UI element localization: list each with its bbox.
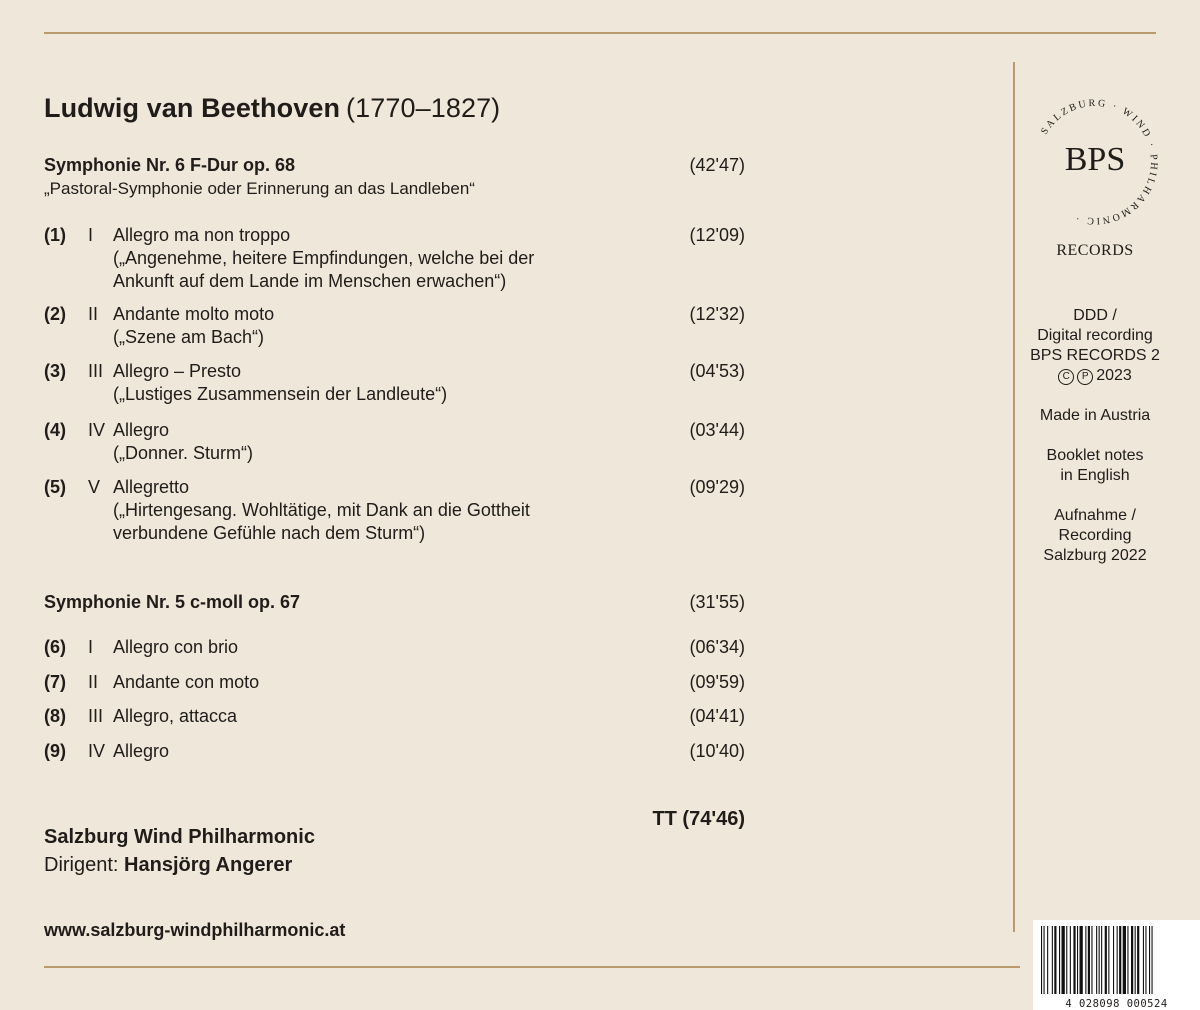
barcode-bar [1123, 926, 1126, 994]
work-title: Symphonie Nr. 6 F-Dur op. 68 [44, 155, 296, 175]
label-logo [1025, 92, 1165, 232]
barcode-bar [1152, 926, 1153, 994]
track-description: („Donner. Sturm“) [113, 443, 254, 463]
barcode-bar [1119, 926, 1121, 994]
barcode-bar [1044, 926, 1045, 994]
barcode-bar [1149, 926, 1150, 994]
track-duration: (04'53) [689, 361, 745, 381]
barcode-bar [1080, 926, 1083, 994]
barcode-bar [1117, 926, 1118, 994]
track-duration: (12'09) [689, 225, 745, 245]
barcode-bar [1052, 926, 1053, 994]
total-time: TT (74'46) [652, 808, 745, 830]
track-title: Allegro [113, 420, 170, 440]
track-title: Allegro con brio [113, 637, 239, 657]
track-title: Andante con moto [113, 672, 260, 692]
barcode-bar [1054, 926, 1056, 994]
barcode-bars [1039, 926, 1194, 996]
barcode-bar [1059, 926, 1060, 994]
barcode-bar [1070, 926, 1071, 994]
website-link[interactable]: www.salzburg-windphilharmonic.at [44, 920, 346, 940]
track-number: (8) [44, 706, 66, 726]
barcode-bar [1088, 926, 1090, 994]
orchestra-name: Salzburg Wind Philharmonic [44, 826, 315, 848]
movement-numeral: II [88, 672, 99, 692]
barcode-bar [1047, 926, 1048, 994]
barcode-bar [1143, 926, 1144, 994]
barcode-number: 4 028098 000524 [1065, 998, 1168, 1010]
barcode [1033, 920, 1200, 1010]
track-duration: (06'34) [689, 637, 745, 657]
conductor-name: Hansjörg Angerer [124, 854, 293, 876]
track-number: (9) [44, 741, 66, 761]
bottom-divider [44, 966, 1020, 968]
movement-numeral: III [88, 361, 104, 381]
track-number: (5) [44, 477, 66, 497]
logo-initials: BPS [1064, 141, 1126, 178]
recording-format: DDD / [1073, 307, 1117, 324]
track-description: Ankunft auf dem Lande im Menschen erwachen“) [113, 271, 507, 291]
aufnahme-line: Aufnahme / [1054, 507, 1136, 524]
barcode-bar [1096, 926, 1097, 994]
track-title: Allegro [113, 741, 170, 761]
track-duration: (12'32) [689, 304, 745, 324]
booklet-line: in English [1060, 467, 1130, 484]
movement-numeral: V [88, 477, 101, 497]
top-divider [44, 32, 1156, 34]
movement-numeral: III [88, 706, 104, 726]
track-duration: (09'29) [689, 477, 745, 497]
barcode-bar [1073, 926, 1075, 994]
logo-label: RECORDS [1056, 242, 1134, 259]
made-in: Made in Austria [1039, 407, 1151, 424]
movement-numeral: IV [88, 741, 106, 761]
barcode-bar [1066, 926, 1067, 994]
barcode-bar [1127, 926, 1128, 994]
barcode-bar [1041, 926, 1042, 994]
track-duration: (09'59) [689, 672, 745, 692]
composer-heading [44, 93, 500, 124]
work-duration: (31'55) [689, 592, 745, 612]
barcode-bar [1113, 926, 1114, 994]
track-number: (6) [44, 637, 66, 657]
work-duration: (42'47) [689, 155, 745, 175]
barcode-bar [1062, 926, 1065, 994]
track-description: („Hirtengesang. Wohltätige, mit Dank an die Gottheit [113, 500, 530, 520]
recording-info [1015, 306, 1175, 386]
recording-type: Digital recording [1037, 327, 1153, 344]
movement-numeral: I [88, 225, 94, 245]
aufnahme-line: Recording [1058, 527, 1132, 544]
barcode-bar [1091, 926, 1092, 994]
track-duration: (03'44) [689, 420, 745, 440]
catalog-number: BPS RECORDS 2 [1030, 347, 1160, 364]
track-duration: (10'40) [689, 741, 745, 761]
track-title: Allegretto [113, 477, 190, 497]
barcode-bar [1131, 926, 1133, 994]
track-number: (3) [44, 361, 66, 381]
track-description: verbundene Gefühle nach dem Sturm“) [113, 523, 426, 543]
barcode-bar [1085, 926, 1086, 994]
barcode-bar [1099, 926, 1100, 994]
aufnahme-line: Salzburg 2022 [1043, 547, 1147, 564]
movement-numeral: IV [88, 420, 106, 440]
track-title: Allegro, attacca [113, 706, 238, 726]
track-title: Andante molto moto [113, 304, 275, 324]
track-description: („Angenehme, heitere Empfindungen, welche bei der [113, 248, 535, 268]
composer-years: (1770–1827) [346, 93, 501, 123]
conductor-label: Dirigent: [44, 854, 119, 876]
logo-ring-text: SALZBURG · WIND · PHILHARMONIC · [1039, 97, 1160, 227]
barcode-bar [1101, 926, 1102, 994]
movement-numeral: I [88, 637, 94, 657]
phonogram-icon: P [1077, 369, 1093, 385]
booklet-notes [1015, 446, 1175, 486]
track-duration: (04'41) [689, 706, 745, 726]
side-divider [1013, 62, 1015, 932]
booklet-line: Booklet notes [1046, 447, 1144, 464]
track-description: („Lustiges Zusammensein der Landleute“) [113, 384, 448, 404]
track-title: Allegro ma non troppo [113, 225, 291, 245]
movement-numeral: II [88, 304, 99, 324]
work-subtitle: „Pastoral-Symphonie oder Erinnerung an das Landleben“ [44, 179, 475, 198]
work-title: Symphonie Nr. 5 c-moll op. 67 [44, 592, 301, 612]
track-number: (4) [44, 420, 66, 440]
track-title: Allegro – Presto [113, 361, 242, 381]
barcode-bar [1135, 926, 1136, 994]
copyright-icon: C [1058, 369, 1074, 385]
track-number: (2) [44, 304, 66, 324]
barcode-bar [1105, 926, 1107, 994]
copyright-line [1015, 366, 1175, 386]
track-number: (7) [44, 672, 66, 692]
conductor-line [44, 854, 292, 877]
recording-location [1015, 506, 1175, 566]
track-description: („Szene am Bach“) [113, 327, 265, 347]
barcode-bar [1077, 926, 1078, 994]
barcode-bar [1137, 926, 1139, 994]
barcode-bar [1108, 926, 1109, 994]
copyright-year: 2023 [1096, 367, 1132, 384]
composer-name: Ludwig van Beethoven [44, 93, 341, 123]
track-number: (1) [44, 225, 66, 245]
barcode-bar [1145, 926, 1146, 994]
